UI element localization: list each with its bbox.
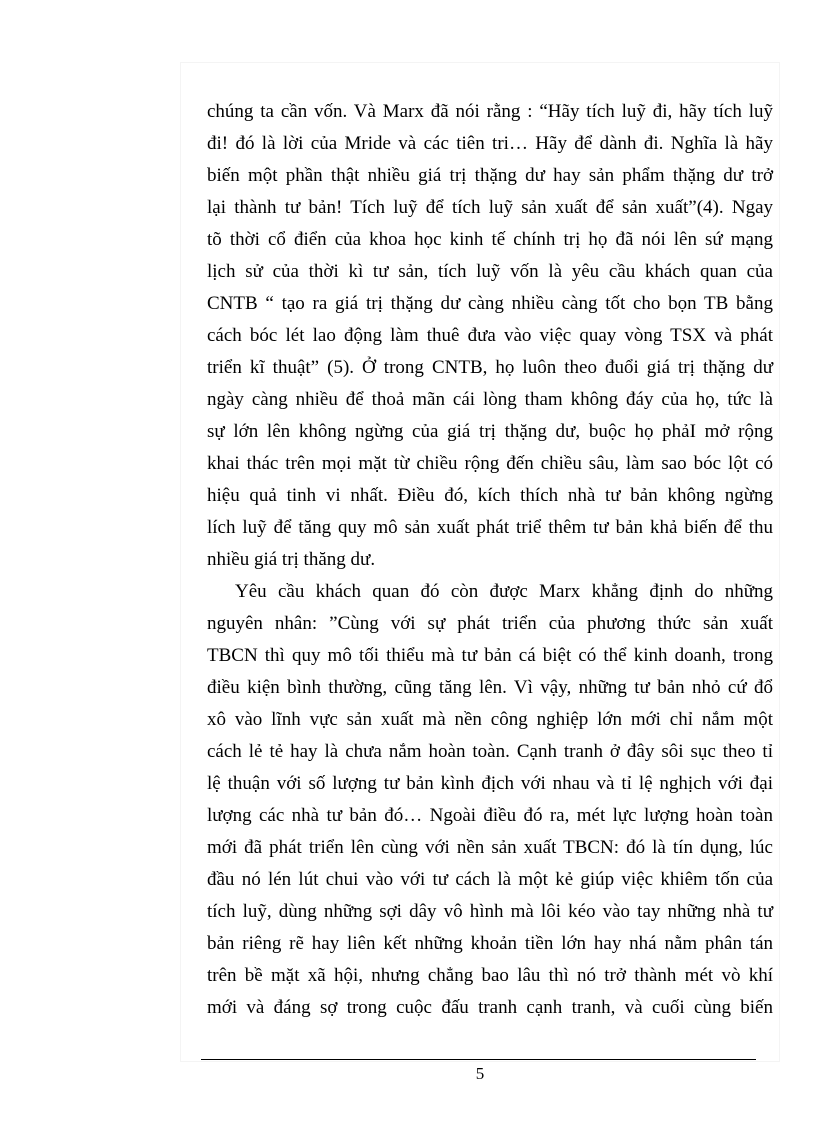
text-line: triển kĩ thuật” (5). Ở trong CNTB, họ luôn theo đuổi giá trị thặng dư [207, 357, 773, 378]
text-line: điều kiện bình thường, cũng tăng lên. Vì vậy, những tư bản nhỏ cứ đổ [207, 677, 773, 698]
text-line: xô vào lĩnh vực sản xuất mà nền công nghiệp lớn mới chỉ nắm một [207, 709, 773, 730]
text-line: TBCN thì quy mô tối thiểu mà tư bản cá biệt có thể kinh doanh, trong [207, 645, 773, 666]
text-line: lại thành tư bản! Tích luỹ để tích luỹ sản xuất để sản xuất”(4). Ngay [207, 197, 773, 218]
text-line: tõ thời cổ điển của khoa học kinh tế chính trị họ đã nói lên sứ mạng [207, 229, 773, 250]
paragraph [207, 576, 773, 1024]
page-number: 5 [475, 1064, 485, 1083]
text-line: hiệu quả tinh vi nhất. Điều đó, kích thích nhà tư bản không ngừng [207, 485, 773, 506]
text-line: chúng ta cần vốn. Và Marx đã nói rằng : “Hãy tích luỹ đi, hãy tích luỹ [207, 101, 773, 122]
text-line: cách bóc lét lao động làm thuê đưa vào việc quay vòng TSX và phát [207, 325, 773, 346]
text-line: lích luỹ để tăng quy mô sản xuất phát triể thêm tư bản khả biến để thu [207, 517, 773, 538]
text-line: tích luỹ, dùng những sợi dây vô hình mà lôi kéo vào tay những nhà tư [207, 901, 773, 922]
text-line: nguyên nhân: ”Cùng với sự phát triển của phương thức sản xuất [207, 613, 773, 634]
text-line: lệ thuận với số lượng tư bản kình địch với nhau và tỉ lệ nghịch với đại [207, 773, 773, 794]
text-line: khai thác trên mọi mặt từ chiều rộng đến chiều sâu, làm sao bóc lột có [207, 453, 773, 474]
text-line: cách lẻ tẻ hay là chưa nắm hoàn toàn. Cạnh tranh ở đây sôi sục theo tỉ [207, 741, 773, 762]
text-line: CNTB “ tạo ra giá trị thặng dư càng nhiều càng tốt cho bọn TB bằng [207, 293, 773, 314]
text-line: bản riêng rẽ hay liên kết những khoản tiền lớn hay nhá nằm phân tán [207, 933, 773, 954]
text-line: ngày càng nhiều để thoả mãn cái lòng tham không đáy của họ, tức là [207, 389, 773, 410]
paragraph [207, 96, 773, 576]
text-line: mới và đáng sợ trong cuộc đấu tranh cạnh tranh, và cuối cùng biến [207, 997, 773, 1018]
text-line: sự lớn lên không ngừng của giá trị thặng dư, buộc họ phảI mở rộng [207, 421, 773, 442]
text-line: lịch sử của thời kì tư sản, tích luỹ vốn là yêu cầu khách quan của [207, 261, 773, 282]
text-line: lượng các nhà tư bản đó… Ngoài điều đó ra, mét lực lượng hoàn toàn [207, 805, 773, 826]
text-line: trên bề mặt xã hội, nhưng chẳng bao lâu thì nó trở thành mét vò khí [207, 965, 773, 986]
text-line: Yêu cầu khách quan đó còn được Marx khẳng định do những [235, 581, 773, 602]
document-body [207, 96, 773, 1024]
text-line: đi! đó là lời của Mride và các tiên tri… Hãy để dành đi. Nghĩa là hãy [207, 133, 773, 154]
text-line: đầu nó lén lút chui vào với tư cách là một kẻ giúp việc khiêm tốn của [207, 869, 773, 890]
text-line: mới đã phát triển lên cùng với nền sản xuất TBCN: đó là tín dụng, lúc [207, 837, 773, 858]
text-line: nhiều giá trị thăng dư. [207, 549, 376, 570]
text-line: biến một phần thật nhiều giá trị thặng dư hay sản phẩm thặng dư trở [207, 165, 773, 186]
footer-rule [201, 1059, 756, 1060]
